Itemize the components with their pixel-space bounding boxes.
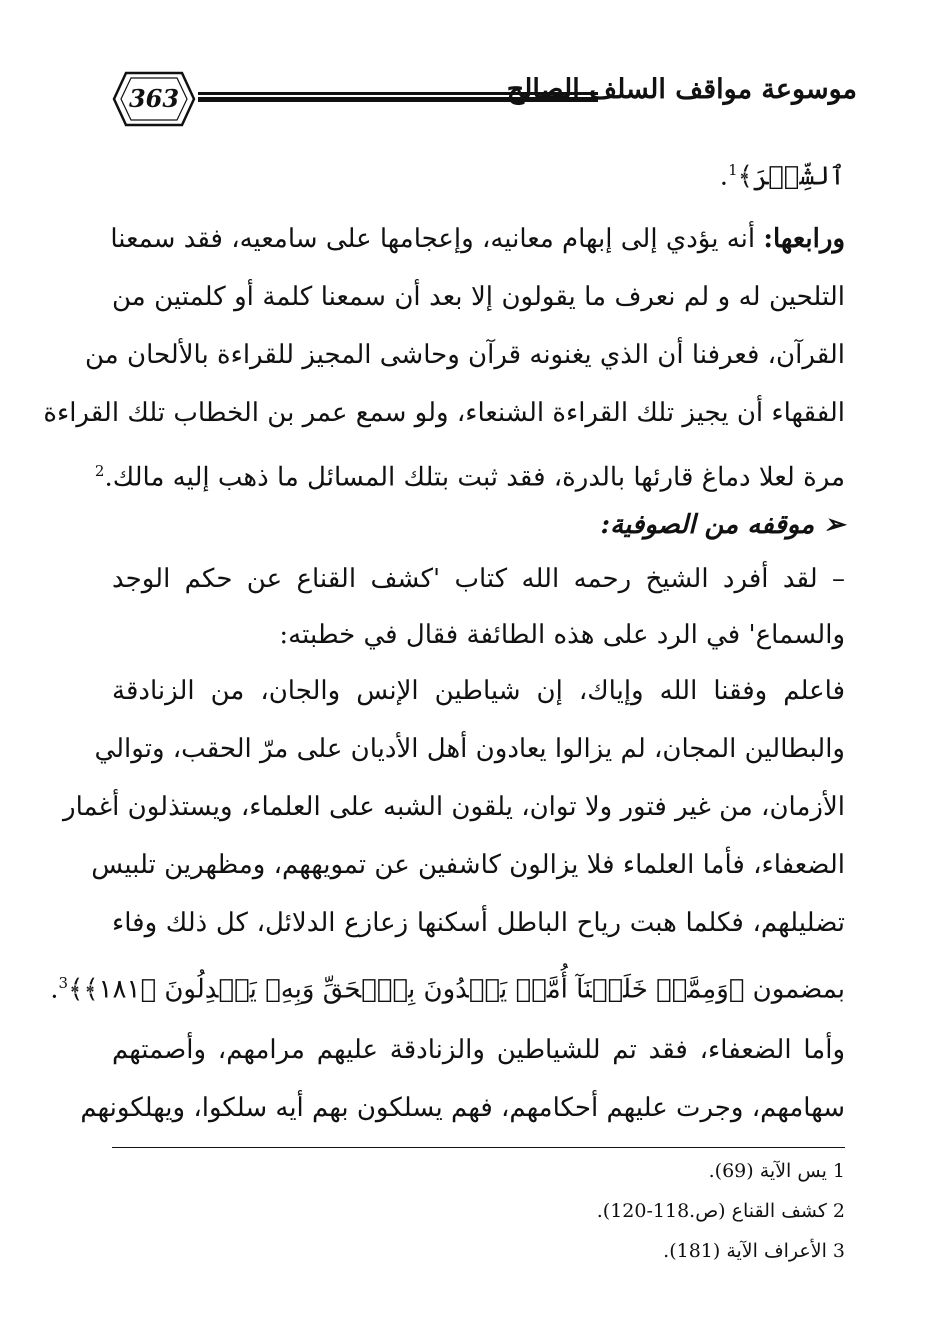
section-heading: ➢ موقفه من الصوفية: xyxy=(600,510,845,540)
page-number-badge xyxy=(112,70,196,128)
quran-verse: بمضمون ﴿وَمِمَّنۡ خَلَقۡنَآ أُمَّةٞ يَهۡدُونَ بِٱلۡحَقِّ وَبِهِۦ يَعۡدِلُونَ ﴿١٨١﴾﴾ xyxy=(68,974,845,1005)
text-line: القرآن، فعرفنا أن الذي يغنونه قرآن وحاشى المجيز للقراءة بالألحان من xyxy=(85,340,845,370)
paragraph-lead: ورابعها: xyxy=(763,224,845,254)
text-line: ورابعها: أنه يؤدي إلى إبهام معانيه، وإعجامها على سامعيه، فقد سمعنا xyxy=(110,224,845,254)
footnote-ref: 3 xyxy=(58,974,69,992)
footnote-separator xyxy=(112,1147,845,1148)
text-line: مرة لعلا دماغ قارئها بالدرة، فقد ثبت بتلك المسائل ما ذهب إليه مالك.$^2$ xyxy=(94,462,845,493)
running-title: موسوعة مواقف السلف الصالح xyxy=(506,74,857,105)
text-line: ٱلشِّعۡرَ﴾$^1$. xyxy=(719,161,845,192)
text-line: الضعفاء، فأما العلماء فلا يزالون كاشفين عن تمويههم، ومظهرين تلبيس xyxy=(91,850,845,880)
page-header xyxy=(112,68,857,130)
text-line: سهامهم، وجرت عليهم أحكامهم، فهم يسلكون بهم أيه سلكوا، ويهلكونهم xyxy=(80,1093,845,1123)
text-line: – لقد أفرد الشيخ رحمه الله كتاب 'كشف القناع عن حكم الوجد xyxy=(112,564,845,594)
footnote: 2 كشف القناع (ص.118-120). xyxy=(596,1200,845,1222)
footnote: 3 الأعراف الآية (181). xyxy=(663,1240,845,1262)
footnote-ref: 1 xyxy=(728,161,738,179)
text-line: فاعلم وفقنا الله وإياك، إن شياطين الإنس والجان، من الزنادقة xyxy=(112,676,845,706)
page-number: 363 xyxy=(128,84,180,113)
text-line: الأزمان، من غير فتور ولا توان، يلقون الشبه على العلماء، ويستذلون أغمار xyxy=(63,792,845,822)
text-line: بمضمون ﴿وَمِمَّنۡ خَلَقۡنَآ أُمَّةٞ يَهۡدُونَ بِٱلۡحَقِّ وَبِهِۦ يَعۡدِلُونَ ﴿١٨١﴾﴾$^3$. xyxy=(50,974,845,1005)
text-line: وأما الضعفاء، فقد تم للشياطين والزنادقة عليهم مرامهم، وأصمتهم xyxy=(112,1035,845,1065)
footnote-ref: 2 xyxy=(94,462,105,480)
footnote: 1 يس الآية (69). xyxy=(708,1160,845,1182)
text-line: التلحين له و لم نعرف ما يقولون إلا بعد أن سمعنا كلمة أو كلمتين من xyxy=(112,282,846,312)
text-line: والبطالين المجان، لم يزالوا يعادون أهل الأديان على مرّ الحقب، وتوالي xyxy=(94,734,845,764)
text-line: الفقهاء أن يجيز تلك القراءة الشنعاء، ولو سمع عمر بن الخطاب تلك القراءة xyxy=(43,398,845,428)
text-line: والسماع' في الرد على هذه الطائفة فقال في خطبته: xyxy=(279,620,845,650)
text-line: تضليلهم، فكلما هبت رياح الباطل أسكنها زعازع الدلائل، كل ذلك وفاء xyxy=(112,908,845,938)
